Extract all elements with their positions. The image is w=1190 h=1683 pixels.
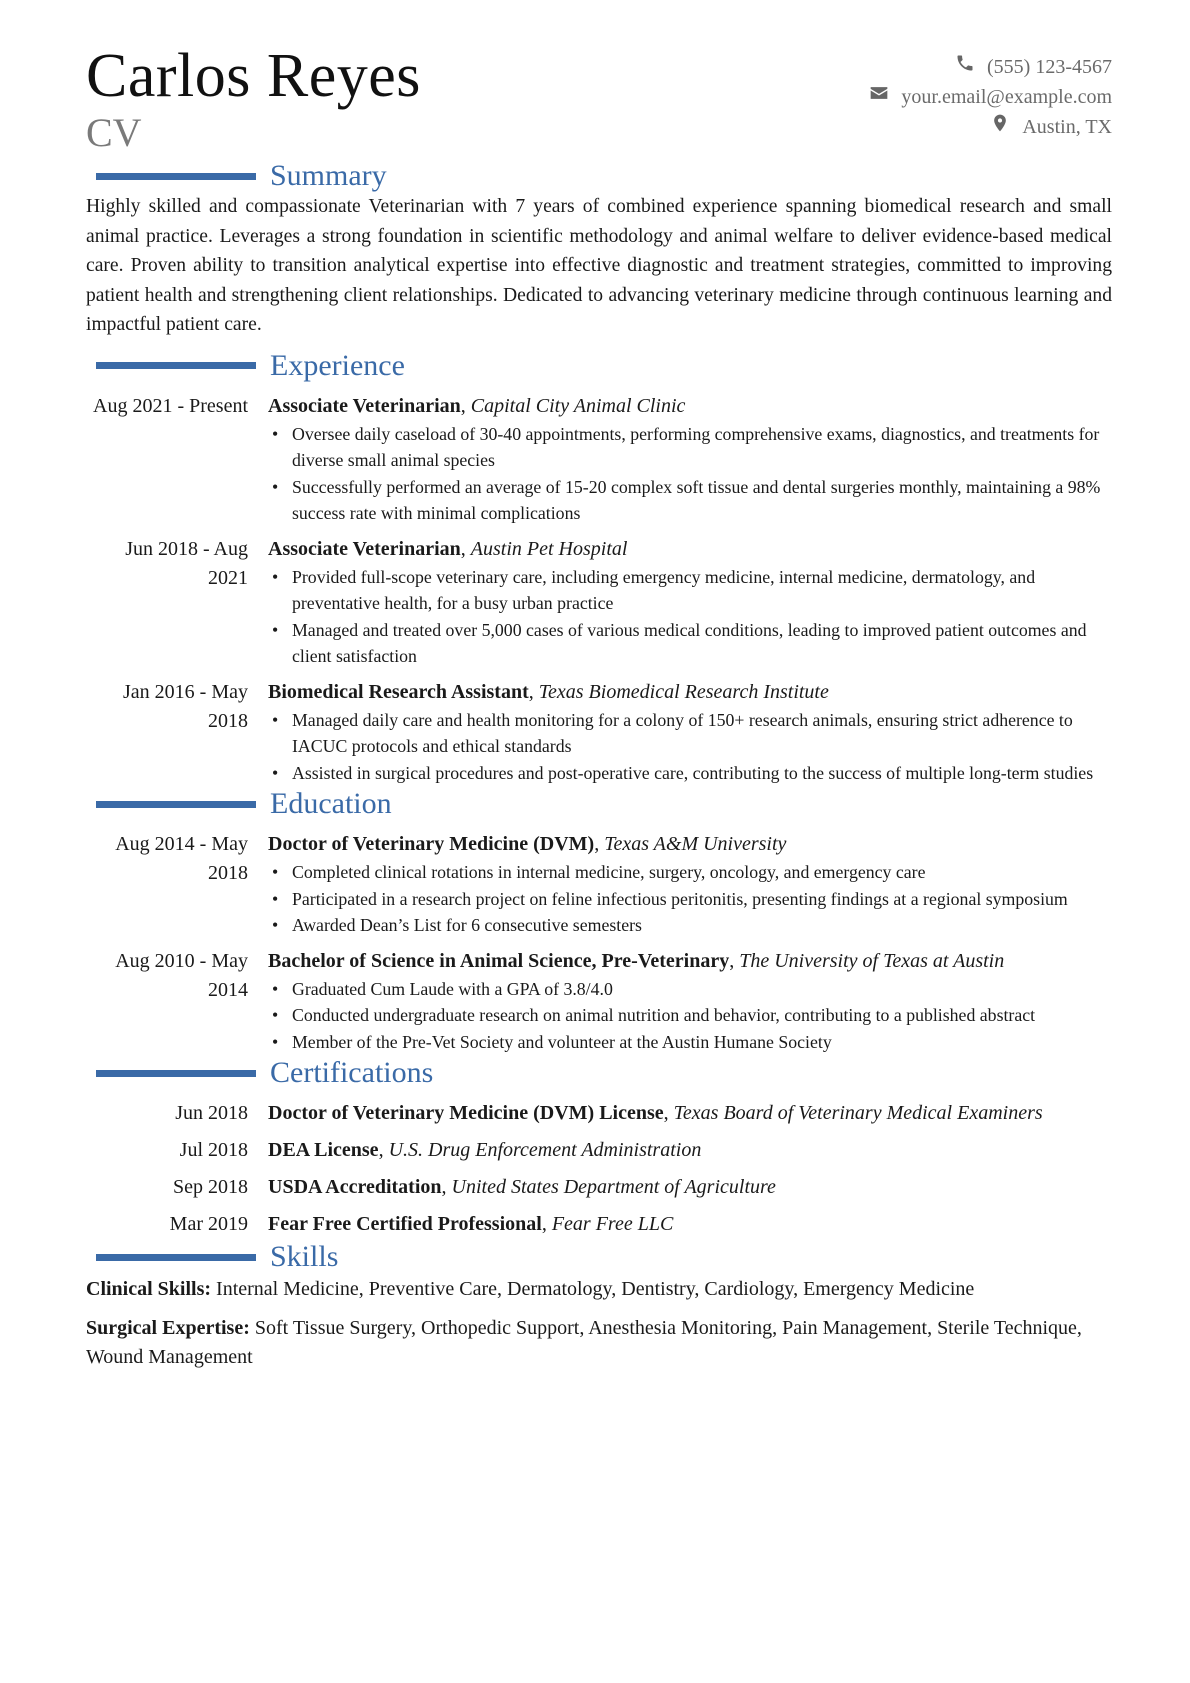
envelope-icon	[869, 82, 889, 112]
entry-organization: Texas Biomedical Research Institute	[538, 680, 829, 703]
entry-organization: Austin Pet Hospital	[470, 537, 628, 560]
section-title: Experience	[270, 348, 405, 382]
section-accent-bar	[96, 801, 256, 808]
bullet-item: • Member of the Pre-Vet Society and volunteer at the Austin Humane Society	[292, 1029, 1112, 1056]
entry-degree: Bachelor of Science in Animal Science, Pre-Veterinary	[268, 949, 730, 972]
skill-group-label: Clinical Skills:	[86, 1278, 212, 1300]
entry-title-line: Fear Free Certified Professional, Fear Free LLC	[268, 1213, 674, 1235]
bullet-item: • Awarded Dean’s List for 6 consecutive semesters	[292, 912, 1112, 939]
entry-body	[268, 947, 1112, 1056]
entry-title-line: Associate Veterinarian, Austin Pet Hospital	[268, 537, 628, 560]
entry-title-line: Bachelor of Science in Animal Science, Pre-Veterinary, The University of Texas at Austin	[268, 949, 1005, 972]
education-entry	[86, 947, 1112, 1056]
entry-bullets	[268, 859, 1112, 939]
summary-text: Highly skilled and compassionate Veterinarian with 7 years of combined experience spanning biomedical research and small animal practice. Leverages a strong foundation in scientific methodology and animal welfare to deliver evidence-based medical care. Proven ability to transition analytical expertise into effective diagnostic and treatment strategies, committed to improving patient health and strengthening client relationships. Dedicated to advancing veterinary medicine through continuous learning and impactful patient care.	[86, 196, 1112, 335]
contact-phone	[869, 52, 1112, 82]
phone-text: (555) 123-4567	[987, 56, 1112, 78]
entry-body	[268, 830, 1112, 939]
certification-name: Doctor of Veterinary Medicine (DVM) License	[268, 1102, 664, 1124]
bullet-item: • Completed clinical rotations in internal medicine, surgery, oncology, and emergency care	[292, 859, 1112, 886]
contact-email	[869, 82, 1112, 112]
skill-group	[86, 1314, 1112, 1372]
phone-icon	[955, 52, 975, 82]
skill-group-label: Surgical Expertise:	[86, 1317, 250, 1339]
certification-issuer: Texas Board of Veterinary Medical Examiners	[673, 1102, 1043, 1124]
entry-role: Biomedical Research Assistant	[268, 680, 529, 703]
entry-role: Associate Veterinarian	[268, 537, 461, 560]
bullet-item: • Oversee daily caseload of 30-40 appointments, performing comprehensive exams, diagnostics, and treatments for diverse small animal species	[292, 421, 1112, 474]
education-section	[86, 786, 1112, 1055]
entry-bullets	[268, 564, 1112, 670]
entry-body	[268, 535, 1112, 670]
experience-entry	[86, 678, 1112, 787]
section-title: Summary	[270, 159, 387, 192]
bullet-item: • Assisted in surgical procedures and post-operative care, contributing to the success of multiple long-term studies	[292, 760, 1112, 787]
entry-bullets	[268, 421, 1112, 527]
entry-body	[268, 678, 1112, 787]
certification-issuer: Fear Free LLC	[551, 1213, 674, 1235]
entry-date: Sep 2018	[173, 1176, 248, 1198]
section-accent-bar	[96, 1070, 256, 1077]
entry-date: Jun 2018	[175, 1102, 248, 1124]
section-title: Skills	[270, 1240, 339, 1273]
section-title: Education	[270, 787, 392, 820]
entry-date: Jan 2016 - May 2018	[123, 680, 248, 732]
entry-bullets	[268, 707, 1112, 787]
entry-date: Mar 2019	[169, 1213, 248, 1235]
skill-group-text: Soft Tissue Surgery, Orthopedic Support, Anesthesia Monitoring, Pain Management, Sterile Technique, Wound Management	[86, 1317, 1082, 1368]
certification-name: Fear Free Certified Professional	[268, 1213, 542, 1235]
experience-entry	[86, 392, 1112, 527]
section-heading	[86, 158, 1112, 194]
bullet-item: • Provided full-scope veterinary care, including emergency medicine, internal medicine, dermatology, and preventative health, for a busy urban practice	[292, 564, 1112, 617]
certification-entry	[86, 1136, 1112, 1165]
bullet-item: • Graduated Cum Laude with a GPA of 3.8/4.0	[292, 976, 1112, 1003]
certifications-section	[86, 1055, 1112, 1239]
section-accent-bar	[96, 1254, 256, 1261]
entry-date: Aug 2021 - Present	[93, 394, 248, 417]
entry-date: Jun 2018 - Aug 2021	[125, 537, 248, 589]
education-entry	[86, 830, 1112, 939]
email-link[interactable]: your.email@example.com	[901, 86, 1112, 108]
entry-title-line: DEA License, U.S. Drug Enforcement Administration	[268, 1139, 702, 1161]
experience-entry	[86, 535, 1112, 670]
entry-date: Jul 2018	[179, 1139, 248, 1161]
certification-entry	[86, 1099, 1112, 1128]
candidate-name: Carlos Reyes	[86, 42, 421, 110]
section-accent-bar	[96, 362, 256, 369]
resume-header	[86, 40, 1112, 158]
entry-institution: The University of Texas at Austin	[739, 949, 1005, 972]
location-text: Austin, TX	[1022, 116, 1112, 138]
section-title: Certifications	[270, 1056, 434, 1089]
entry-institution: Texas A&M University	[604, 833, 787, 855]
certification-name: USDA Accreditation	[268, 1176, 442, 1198]
section-heading	[86, 348, 1112, 384]
bullet-item: • Participated in a research project on feline infectious peritonitis, presenting findings at a regional symposium	[292, 886, 1112, 913]
certification-issuer: United States Department of Agriculture	[451, 1176, 776, 1198]
section-accent-bar	[96, 173, 256, 180]
experience-section	[86, 348, 1112, 787]
bullet-item: • Successfully performed an average of 15-20 complex soft tissue and dental surgeries monthly, maintaining a 98% success rate with minimal complications	[292, 474, 1112, 527]
map-marker-icon	[990, 112, 1010, 142]
entry-bullets	[268, 976, 1112, 1056]
contact-location	[869, 112, 1112, 142]
certification-issuer: U.S. Drug Enforcement Administration	[388, 1139, 702, 1161]
summary-section	[86, 158, 1112, 340]
entry-title-line: Doctor of Veterinary Medicine (DVM), Texas A&M University	[268, 833, 787, 855]
bullet-item: • Managed and treated over 5,000 cases of various medical conditions, leading to improved patient outcomes and client satisfaction	[292, 617, 1112, 670]
skills-section	[86, 1239, 1112, 1372]
entry-title-line: Doctor of Veterinary Medicine (DVM) License, Texas Board of Veterinary Medical Examiners	[268, 1102, 1043, 1124]
certification-name: DEA License	[268, 1139, 379, 1161]
entry-date: Aug 2014 - May 2018	[115, 833, 248, 884]
resume-page	[86, 40, 1112, 1372]
skill-group-text: Internal Medicine, Preventive Care, Dermatology, Dentistry, Cardiology, Emergency Medicine	[216, 1278, 975, 1300]
bullet-item: • Managed daily care and health monitoring for a colony of 150+ research animals, ensuring strict adherence to IACUC protocols and ethical standards	[292, 707, 1112, 760]
entry-organization: Capital City Animal Clinic	[470, 394, 686, 417]
entry-title-line: Associate Veterinarian, Capital City Animal Clinic	[268, 394, 686, 417]
entry-degree: Doctor of Veterinary Medicine (DVM)	[268, 833, 595, 855]
certification-entry	[86, 1210, 1112, 1239]
entry-date: Aug 2010 - May 2014	[115, 949, 248, 1001]
contact-block	[869, 52, 1112, 142]
section-heading	[86, 786, 1112, 822]
certification-entry	[86, 1173, 1112, 1202]
document-subtitle: CV	[86, 110, 142, 155]
entry-title-line: USDA Accreditation, United States Department of Agriculture	[268, 1176, 776, 1198]
bullet-item: • Conducted undergraduate research on animal nutrition and behavior, contributing to a published abstract	[292, 1002, 1112, 1029]
skill-group	[86, 1275, 1112, 1304]
section-heading	[86, 1055, 1112, 1091]
section-heading	[86, 1239, 1112, 1275]
entry-title-line: Biomedical Research Assistant, Texas Biomedical Research Institute	[268, 680, 829, 703]
entry-role: Associate Veterinarian	[268, 394, 461, 417]
entry-body	[268, 392, 1112, 527]
